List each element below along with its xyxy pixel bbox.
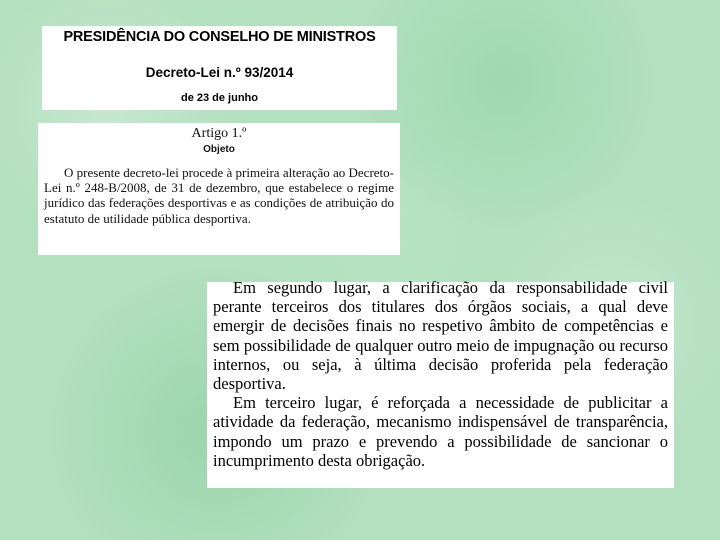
excerpt-clipping [207, 278, 674, 488]
decree-date: de 23 de junho [180, 92, 258, 104]
decree-header-clipping [42, 26, 397, 110]
article-text: O presente decreto-lei procede à primeira alteração ao Decreto-Lei n.º 248-B/2008, de 31 de dezembro, que estabelece o regime jurídico das federações desportivas e as condições de atribuição do estatuto de utilidade pública desportiva. [44, 165, 394, 226]
article-clipping [38, 123, 400, 255]
excerpt-paragraph: Em terceiro lugar, é reforçada a necessidade de publicitar a atividade da federação, mecanismo indispensável de transparência, impondo um prazo e prevendo a possibilidade de sancionar o incumprimento desta obrigação. [213, 393, 668, 470]
header-title: PRESIDÊNCIA DO CONSELHO DE MINISTROS [63, 29, 376, 45]
excerpt-paragraph: Em segundo lugar, a clarificação da responsabilidade civil perante terceiros dos titulares dos órgãos sociais, a qual deve emergir de decisões finais no respetivo âmbito de competências e sem possibilidade de qualquer outro meio de impugnação ou recurso internos, ou seja, à última decisão proferida pela federação desportiva. [213, 278, 668, 394]
decree-number: Decreto-Lei n.º 93/2014 [145, 65, 294, 80]
article-heading: Artigo 1.º [191, 126, 247, 141]
article-subheading: Objeto [203, 144, 235, 155]
